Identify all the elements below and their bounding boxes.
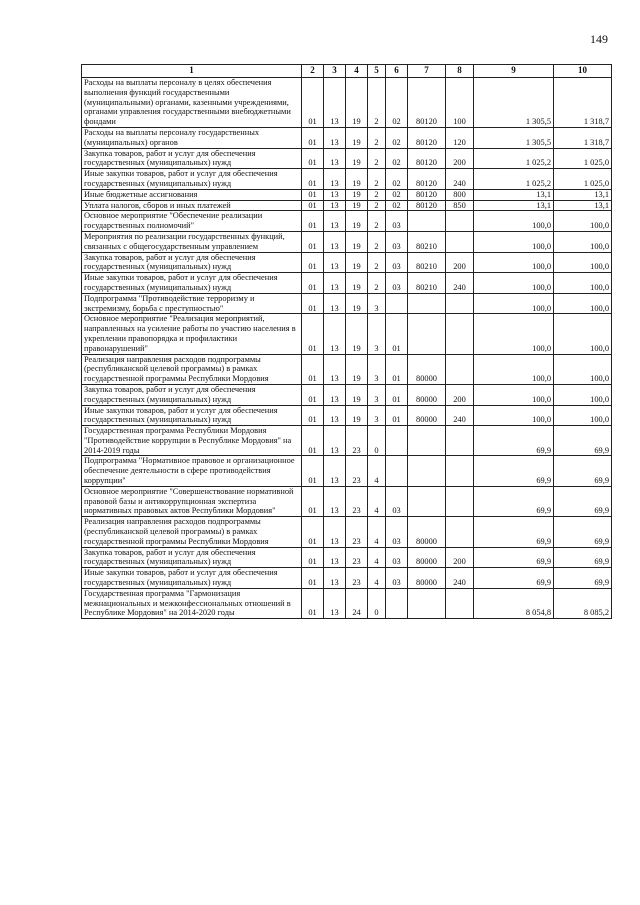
code-cell: 19: [346, 273, 368, 294]
code-cell: 19: [346, 189, 368, 200]
table-row: [82, 293, 612, 314]
code-cell: 01: [302, 568, 324, 589]
code-cell: 80120: [408, 127, 446, 148]
code-cell: 01: [302, 354, 324, 384]
code-cell: [408, 456, 446, 486]
table-row: [82, 384, 612, 405]
code-cell: 01: [386, 405, 408, 426]
code-cell: [408, 211, 446, 232]
code-cell: 13: [324, 588, 346, 618]
code-cell: 03: [386, 568, 408, 589]
amount-cell: 100,0: [474, 354, 554, 384]
code-cell: 01: [302, 588, 324, 618]
table-row: [82, 273, 612, 294]
amount-cell: 1 025,0: [554, 148, 612, 169]
code-cell: 13: [324, 293, 346, 314]
code-cell: [446, 231, 474, 252]
code-cell: 80120: [408, 200, 446, 211]
amount-cell: 100,0: [554, 314, 612, 354]
code-cell: [408, 314, 446, 354]
code-cell: 80210: [408, 231, 446, 252]
code-cell: 23: [346, 426, 368, 456]
code-cell: 120: [446, 127, 474, 148]
row-name-cell: Закупка товаров, работ и услуг для обеспечения государственных (муниципальных) нужд: [82, 547, 302, 568]
column-header: 1: [82, 65, 302, 78]
row-name-cell: Государственная программа Республики Мордовия "Противодействие коррупции в Республике Мордовия" на 2014-2019 годы: [82, 426, 302, 456]
table-row: [82, 148, 612, 169]
code-cell: 03: [386, 486, 408, 516]
code-cell: 19: [346, 314, 368, 354]
code-cell: 23: [346, 486, 368, 516]
table-row: [82, 547, 612, 568]
budget-table: [81, 64, 612, 619]
code-cell: 13: [324, 354, 346, 384]
code-cell: 19: [346, 231, 368, 252]
code-cell: 02: [386, 189, 408, 200]
code-cell: 13: [324, 252, 346, 273]
code-cell: 23: [346, 568, 368, 589]
amount-cell: 69,9: [554, 456, 612, 486]
row-name-cell: Иные закупки товаров, работ и услуг для обеспечения государственных (муниципальных) нужд: [82, 169, 302, 190]
amount-cell: 100,0: [554, 211, 612, 232]
code-cell: 01: [386, 354, 408, 384]
code-cell: 4: [368, 517, 386, 547]
row-name-cell: Уплата налогов, сборов и иных платежей: [82, 200, 302, 211]
code-cell: 80120: [408, 78, 446, 128]
code-cell: 01: [302, 148, 324, 169]
amount-cell: 1 025,2: [474, 148, 554, 169]
amount-cell: 100,0: [554, 354, 612, 384]
code-cell: 03: [386, 547, 408, 568]
code-cell: 4: [368, 486, 386, 516]
amount-cell: 100,0: [474, 252, 554, 273]
amount-cell: 100,0: [474, 384, 554, 405]
table-row: [82, 588, 612, 618]
amount-cell: 69,9: [474, 456, 554, 486]
row-name-cell: Реализация направления расходов подпрограммы (республиканской целевой программы) в рамках государственной программы Республики Мордовия: [82, 517, 302, 547]
code-cell: 02: [386, 78, 408, 128]
row-name-cell: Расходы на выплаты персоналу в целях обеспечения выполнения функций государственными (муниципальными) органами, казенными учреждениями, органами управления государственными внебюджетными фондами: [82, 78, 302, 128]
column-header: 4: [346, 65, 368, 78]
code-cell: 23: [346, 517, 368, 547]
code-cell: [446, 517, 474, 547]
code-cell: [446, 293, 474, 314]
code-cell: 19: [346, 148, 368, 169]
code-cell: 19: [346, 354, 368, 384]
code-cell: 80000: [408, 354, 446, 384]
table-row: [82, 486, 612, 516]
amount-cell: 1 305,5: [474, 78, 554, 128]
amount-cell: 100,0: [554, 273, 612, 294]
amount-cell: 69,9: [554, 517, 612, 547]
code-cell: 01: [386, 314, 408, 354]
code-cell: 13: [324, 127, 346, 148]
column-header: 10: [554, 65, 612, 78]
amount-cell: 69,9: [554, 426, 612, 456]
code-cell: 200: [446, 148, 474, 169]
code-cell: 240: [446, 568, 474, 589]
code-cell: 80000: [408, 547, 446, 568]
code-cell: 2: [368, 200, 386, 211]
code-cell: 19: [346, 211, 368, 232]
amount-cell: 100,0: [474, 231, 554, 252]
amount-cell: 100,0: [474, 273, 554, 294]
code-cell: 2: [368, 127, 386, 148]
code-cell: [446, 486, 474, 516]
code-cell: 0: [368, 426, 386, 456]
code-cell: 13: [324, 78, 346, 128]
amount-cell: 8 085,2: [554, 588, 612, 618]
code-cell: 02: [386, 200, 408, 211]
code-cell: 02: [386, 127, 408, 148]
amount-cell: 69,9: [554, 486, 612, 516]
code-cell: 200: [446, 384, 474, 405]
code-cell: 13: [324, 517, 346, 547]
code-cell: [386, 426, 408, 456]
code-cell: 13: [324, 426, 346, 456]
amount-cell: 8 054,8: [474, 588, 554, 618]
code-cell: 19: [346, 78, 368, 128]
code-cell: 13: [324, 314, 346, 354]
row-name-cell: Закупка товаров, работ и услуг для обеспечения государственных (муниципальных) нужд: [82, 252, 302, 273]
amount-cell: 1 025,2: [474, 169, 554, 190]
code-cell: 240: [446, 405, 474, 426]
code-cell: 01: [302, 169, 324, 190]
row-name-cell: Иные закупки товаров, работ и услуг для обеспечения государственных (муниципальных) нужд: [82, 273, 302, 294]
row-name-cell: Иные бюджетные ассигнования: [82, 189, 302, 200]
code-cell: 01: [302, 252, 324, 273]
table-row: [82, 426, 612, 456]
code-cell: [386, 588, 408, 618]
amount-cell: 1 305,5: [474, 127, 554, 148]
amount-cell: 100,0: [554, 293, 612, 314]
code-cell: 03: [386, 231, 408, 252]
code-cell: 24: [346, 588, 368, 618]
code-cell: 01: [302, 314, 324, 354]
code-cell: 80120: [408, 189, 446, 200]
column-header: 9: [474, 65, 554, 78]
code-cell: 02: [386, 148, 408, 169]
code-cell: 03: [386, 252, 408, 273]
row-name-cell: Закупка товаров, работ и услуг для обеспечения государственных (муниципальных) нужд: [82, 384, 302, 405]
code-cell: 2: [368, 273, 386, 294]
code-cell: 01: [302, 273, 324, 294]
code-cell: 3: [368, 314, 386, 354]
table-row: [82, 127, 612, 148]
code-cell: 19: [346, 252, 368, 273]
code-cell: [386, 456, 408, 486]
table-row: [82, 354, 612, 384]
code-cell: 800: [446, 189, 474, 200]
code-cell: 13: [324, 169, 346, 190]
code-cell: [408, 293, 446, 314]
amount-cell: 69,9: [554, 547, 612, 568]
code-cell: 200: [446, 252, 474, 273]
code-cell: 2: [368, 148, 386, 169]
code-cell: 3: [368, 293, 386, 314]
code-cell: 01: [386, 384, 408, 405]
code-cell: 01: [302, 384, 324, 405]
code-cell: 19: [346, 169, 368, 190]
code-cell: [446, 588, 474, 618]
row-name-cell: Государственная программа "Гармонизация межнациональных и межконфессиональных отношений в Республике Мордовия" на 2014-2020 годы: [82, 588, 302, 618]
amount-cell: 100,0: [474, 405, 554, 426]
code-cell: 200: [446, 547, 474, 568]
code-cell: 01: [302, 293, 324, 314]
amount-cell: 69,9: [474, 568, 554, 589]
code-cell: [408, 426, 446, 456]
code-cell: 01: [302, 189, 324, 200]
code-cell: 13: [324, 273, 346, 294]
row-name-cell: Основное мероприятие "Реализация мероприятий, направленных на усиление работы по участию населения в укреплении правопорядка и профилактики правонарушений": [82, 314, 302, 354]
amount-cell: 100,0: [474, 211, 554, 232]
code-cell: 01: [302, 211, 324, 232]
code-cell: [408, 486, 446, 516]
code-cell: 01: [302, 127, 324, 148]
code-cell: 13: [324, 384, 346, 405]
amount-cell: 100,0: [554, 405, 612, 426]
code-cell: 03: [386, 211, 408, 232]
code-cell: 80120: [408, 148, 446, 169]
code-cell: 01: [302, 456, 324, 486]
code-cell: 2: [368, 78, 386, 128]
code-cell: 80000: [408, 517, 446, 547]
code-cell: 01: [302, 78, 324, 128]
page-number: 149: [590, 32, 608, 46]
row-name-cell: Реализация направления расходов подпрограммы (республиканской целевой программы) в рамках государственной программы Республики Мордовия: [82, 354, 302, 384]
table-row: [82, 231, 612, 252]
code-cell: 23: [346, 547, 368, 568]
table-row: [82, 568, 612, 589]
amount-cell: 1 025,0: [554, 169, 612, 190]
code-cell: 13: [324, 547, 346, 568]
code-cell: 13: [324, 405, 346, 426]
code-cell: 13: [324, 189, 346, 200]
code-cell: 4: [368, 456, 386, 486]
code-cell: 2: [368, 231, 386, 252]
row-name-cell: Основное мероприятие "Обеспечение реализации государственных полномочий": [82, 211, 302, 232]
table-body: [82, 78, 612, 619]
code-cell: 850: [446, 200, 474, 211]
table-header-row: [82, 65, 612, 78]
code-cell: [386, 293, 408, 314]
table-row: [82, 169, 612, 190]
code-cell: [446, 211, 474, 232]
amount-cell: 100,0: [474, 314, 554, 354]
row-name-cell: Подпрограмма "Нормативное правовое и организационное обеспечение деятельности в сфере противодействия коррупции": [82, 456, 302, 486]
amount-cell: 13,1: [554, 189, 612, 200]
code-cell: 13: [324, 486, 346, 516]
code-cell: 100: [446, 78, 474, 128]
column-header: 2: [302, 65, 324, 78]
code-cell: 19: [346, 127, 368, 148]
code-cell: 2: [368, 252, 386, 273]
amount-cell: 100,0: [474, 293, 554, 314]
amount-cell: 1 318,7: [554, 78, 612, 128]
amount-cell: 13,1: [554, 200, 612, 211]
amount-cell: 69,9: [474, 547, 554, 568]
code-cell: [446, 456, 474, 486]
code-cell: 01: [302, 200, 324, 211]
code-cell: 3: [368, 354, 386, 384]
code-cell: 240: [446, 169, 474, 190]
code-cell: 2: [368, 169, 386, 190]
amount-cell: 100,0: [554, 252, 612, 273]
code-cell: [446, 426, 474, 456]
amount-cell: 1 318,7: [554, 127, 612, 148]
code-cell: 80000: [408, 568, 446, 589]
row-name-cell: Мероприятия по реализации государственных функций, связанных с общегосударственным управлением: [82, 231, 302, 252]
code-cell: 01: [302, 405, 324, 426]
row-name-cell: Иные закупки товаров, работ и услуг для обеспечения государственных (муниципальных) нужд: [82, 405, 302, 426]
code-cell: 240: [446, 273, 474, 294]
code-cell: [446, 314, 474, 354]
row-name-cell: Подпрограмма "Противодействие терроризму и экстремизму, борьба с преступностью": [82, 293, 302, 314]
code-cell: 2: [368, 211, 386, 232]
code-cell: 2: [368, 189, 386, 200]
code-cell: 13: [324, 148, 346, 169]
table-row: [82, 252, 612, 273]
code-cell: 80210: [408, 252, 446, 273]
code-cell: 01: [302, 486, 324, 516]
code-cell: 01: [302, 547, 324, 568]
amount-cell: 69,9: [474, 486, 554, 516]
code-cell: 03: [386, 273, 408, 294]
table-row: [82, 78, 612, 128]
amount-cell: 13,1: [474, 189, 554, 200]
code-cell: 80210: [408, 273, 446, 294]
amount-cell: 100,0: [554, 384, 612, 405]
code-cell: 13: [324, 231, 346, 252]
column-header: 7: [408, 65, 446, 78]
table-row: [82, 211, 612, 232]
code-cell: 13: [324, 568, 346, 589]
code-cell: 02: [386, 169, 408, 190]
code-cell: 13: [324, 211, 346, 232]
row-name-cell: Расходы на выплаты персоналу государственных (муниципальных) органов: [82, 127, 302, 148]
table-row: [82, 189, 612, 200]
table-row: [82, 517, 612, 547]
column-header: 5: [368, 65, 386, 78]
code-cell: 13: [324, 200, 346, 211]
amount-cell: 100,0: [554, 231, 612, 252]
code-cell: 80000: [408, 384, 446, 405]
code-cell: 03: [386, 517, 408, 547]
code-cell: 0: [368, 588, 386, 618]
code-cell: 4: [368, 547, 386, 568]
code-cell: 80000: [408, 405, 446, 426]
code-cell: 13: [324, 456, 346, 486]
code-cell: 3: [368, 384, 386, 405]
code-cell: 01: [302, 231, 324, 252]
code-cell: 3: [368, 405, 386, 426]
amount-cell: 13,1: [474, 200, 554, 211]
row-name-cell: Основное мероприятие "Совершенствование нормативной правовой базы и антикоррупционная экспертиза нормативных правовых актов Республики Мордовия": [82, 486, 302, 516]
code-cell: 19: [346, 200, 368, 211]
code-cell: 19: [346, 405, 368, 426]
column-header: 8: [446, 65, 474, 78]
table-row: [82, 314, 612, 354]
table-row: [82, 200, 612, 211]
code-cell: [446, 354, 474, 384]
table-row: [82, 405, 612, 426]
code-cell: 4: [368, 568, 386, 589]
code-cell: [408, 588, 446, 618]
code-cell: 80120: [408, 169, 446, 190]
column-header: 6: [386, 65, 408, 78]
row-name-cell: Закупка товаров, работ и услуг для обеспечения государственных (муниципальных) нужд: [82, 148, 302, 169]
table-row: [82, 456, 612, 486]
amount-cell: 69,9: [554, 568, 612, 589]
row-name-cell: Иные закупки товаров, работ и услуг для обеспечения государственных (муниципальных) нужд: [82, 568, 302, 589]
amount-cell: 69,9: [474, 517, 554, 547]
code-cell: 01: [302, 517, 324, 547]
amount-cell: 69,9: [474, 426, 554, 456]
code-cell: 23: [346, 456, 368, 486]
column-header: 3: [324, 65, 346, 78]
code-cell: 01: [302, 426, 324, 456]
code-cell: 19: [346, 384, 368, 405]
code-cell: 19: [346, 293, 368, 314]
